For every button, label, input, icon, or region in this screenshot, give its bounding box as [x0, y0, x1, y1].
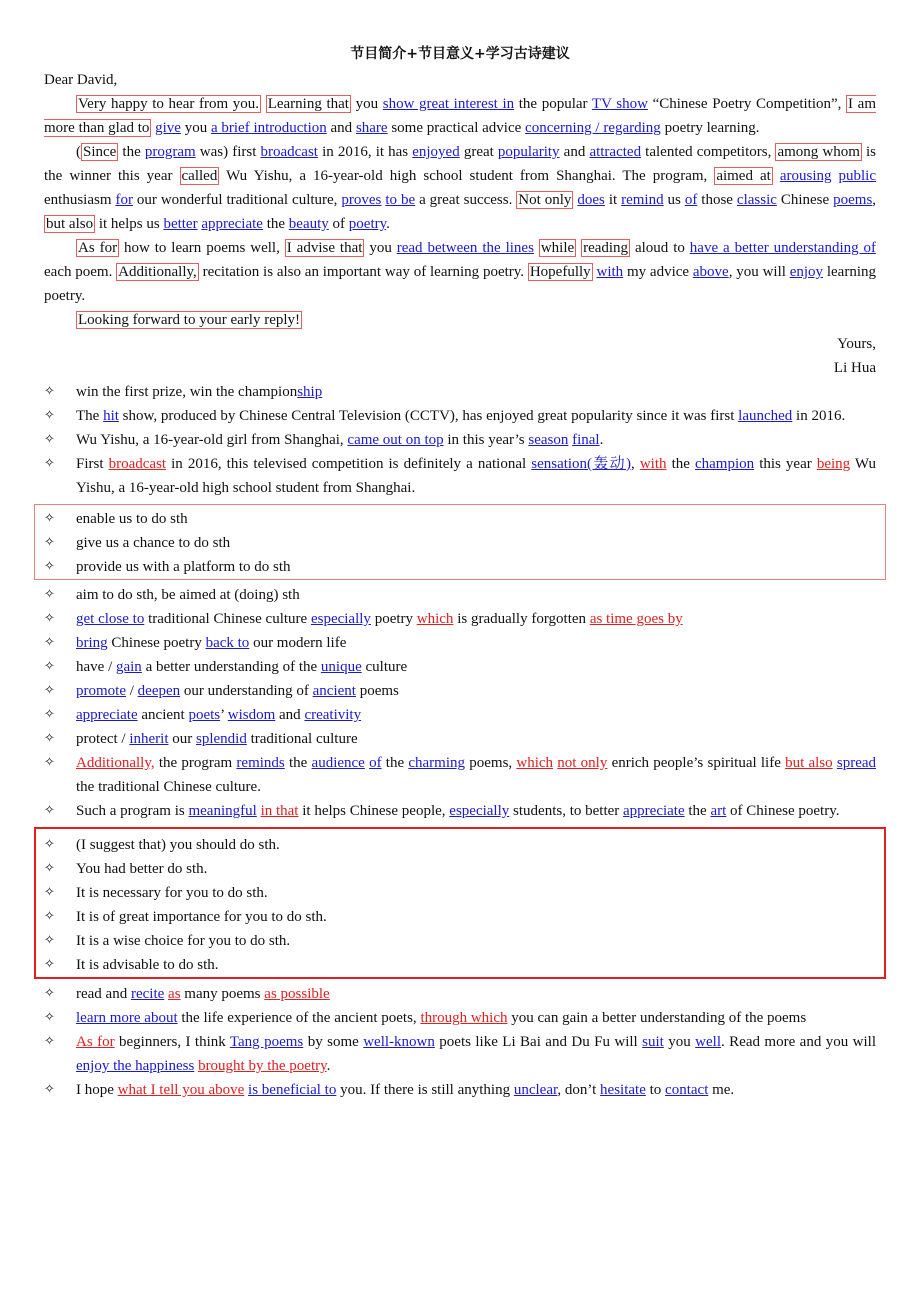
text-span: the popular — [514, 96, 592, 112]
text-span: launched — [738, 408, 793, 424]
text-span: First — [76, 456, 109, 472]
text-span: with — [639, 456, 667, 472]
text-span: Looking forward to your early reply! — [78, 312, 301, 328]
text-span: gain — [115, 659, 142, 675]
text-span: . — [599, 432, 604, 448]
text-span: among whom — [777, 144, 860, 160]
letter-paragraph-1 — [44, 92, 876, 140]
bullet-star-icon: ✧ — [44, 1082, 55, 1097]
text-span: to — [645, 1082, 666, 1098]
text-span: provide us with a platform to do sth — [76, 559, 291, 575]
bullet-star-icon: ✧ — [44, 408, 55, 423]
text-span: back to — [205, 635, 250, 651]
text-span: in this year’s — [443, 432, 529, 448]
text-span — [832, 168, 839, 184]
bullet-star-icon: ✧ — [44, 559, 55, 574]
phrase-group-suggestion — [34, 827, 886, 979]
phrase-group-opportunity — [34, 504, 886, 580]
text-span: well — [695, 1034, 721, 1050]
text-span: enable us to do sth — [76, 511, 188, 527]
document-page — [44, 40, 876, 1102]
text-span: the life experience of the ancient poets, — [177, 1010, 421, 1026]
text-span: aim to do sth, be aimed at (doing) sth — [76, 587, 300, 603]
text-span: spread — [836, 755, 877, 771]
text-span: aimed at — [716, 168, 771, 184]
list-item — [44, 1030, 876, 1078]
text-span: enjoy — [789, 264, 824, 280]
text-span: unclear — [513, 1082, 558, 1098]
text-span: broadcast — [260, 144, 318, 160]
text-span: by some — [303, 1034, 364, 1050]
bullet-star-icon: ✧ — [44, 1034, 55, 1049]
bullet-star-icon: ✧ — [44, 511, 55, 526]
text-span: It is a wise choice for you to do sth. — [76, 933, 291, 949]
text-span: concerning / regarding — [525, 120, 661, 136]
phrase-list — [44, 982, 876, 1102]
bullet-star-icon: ✧ — [44, 611, 55, 626]
text-span: you — [663, 1034, 696, 1050]
text-span: Chinese — [776, 192, 834, 208]
text-span: our understanding of — [180, 683, 313, 699]
bullet-star-icon: ✧ — [44, 659, 55, 674]
text-span: us — [663, 192, 685, 208]
text-span: which — [416, 611, 454, 627]
text-span: program — [144, 144, 196, 160]
text-span: talented competitors, — [641, 144, 776, 160]
text-span: how to learn poems well, — [119, 240, 285, 256]
text-span: but also — [46, 216, 94, 232]
text-span: our wonderful traditional culture, — [132, 192, 342, 208]
text-span: especially — [310, 611, 371, 627]
text-span: enrich people’s spiritual life — [607, 755, 786, 771]
text-span: proves — [341, 192, 382, 208]
text-span: TV show — [591, 96, 648, 112]
text-span: the traditional Chinese culture. — [76, 779, 261, 795]
text-span: As for — [76, 1034, 115, 1050]
page-title: 节目简介+节目意义+学习古诗建议 — [350, 46, 570, 62]
text-span: show, produced by Chinese Central Television (CCTV), has enjoyed great popularity since it was first — [118, 408, 739, 424]
text-span: appreciate — [76, 707, 138, 723]
text-span: of — [684, 192, 698, 208]
text-span: in 2016, this televised competition is definitely a national — [166, 456, 532, 472]
bullet-star-icon: ✧ — [44, 933, 55, 948]
text-span: champion — [694, 456, 755, 472]
text-span: , you will — [728, 264, 790, 280]
list-item — [44, 679, 876, 703]
text-span: give — [155, 120, 181, 136]
text-span: what I tell you above — [117, 1082, 245, 1098]
text-span: is beneficial to — [248, 1082, 337, 1098]
bullet-star-icon: ✧ — [44, 1010, 55, 1025]
text-span: meaningful — [188, 803, 257, 819]
text-span: audience — [311, 755, 365, 771]
text-span: contact — [665, 1082, 709, 1098]
letter-signature: Li Hua — [833, 360, 876, 376]
text-span: while — [540, 240, 575, 256]
text-span: deepen — [137, 683, 181, 699]
text-span: me. — [708, 1082, 735, 1098]
bullet-star-icon: ✧ — [44, 755, 55, 770]
text-span: culture — [361, 659, 408, 675]
text-span: the — [118, 144, 145, 160]
text-span: learning poetry. — [44, 264, 876, 304]
text-span: in 2016. — [792, 408, 846, 424]
text-span: I advise that — [286, 240, 363, 256]
text-span: Wu Yishu, a 16-year-old girl from Shanghai, — [76, 432, 348, 448]
text-span: you — [350, 96, 383, 112]
text-span: my advice — [623, 264, 693, 280]
list-item — [44, 507, 876, 531]
text-span: inherit — [129, 731, 169, 747]
text-span: our — [168, 731, 196, 747]
bullet-star-icon: ✧ — [44, 986, 55, 1001]
text-span: brought by the poetry — [198, 1058, 327, 1074]
text-span: protect / — [76, 731, 130, 747]
text-span: reading — [583, 240, 629, 256]
text-span: the — [284, 755, 312, 771]
text-span: ancient — [312, 683, 356, 699]
list-item — [44, 404, 876, 428]
bullet-star-icon: ✧ — [44, 432, 55, 447]
list-item — [44, 857, 876, 881]
text-span: each poem. — [44, 264, 117, 280]
list-item — [44, 727, 876, 751]
bullet-star-icon: ✧ — [44, 635, 55, 650]
text-span: splendid — [195, 731, 247, 747]
text-span: poems — [833, 192, 873, 208]
text-span: the program — [154, 755, 237, 771]
bullet-star-icon: ✧ — [44, 384, 55, 399]
text-span: recite — [130, 986, 165, 1002]
text-span: Wu Yishu, a 16-year-old high school student from Shanghai. — [76, 456, 876, 496]
text-span: learn more about — [76, 1010, 178, 1026]
text-span: bring — [76, 635, 108, 651]
text-span: ’ — [220, 707, 228, 723]
list-item — [44, 751, 876, 799]
text-span: read between the lines — [396, 240, 534, 256]
text-span: Such a program is — [76, 803, 189, 819]
letter-paragraph-3 — [44, 236, 876, 308]
text-span: enthusiasm — [44, 192, 116, 208]
list-item — [44, 531, 876, 555]
text-span: hesitate — [600, 1082, 646, 1098]
text-span: traditional culture — [246, 731, 358, 747]
text-span: popularity — [497, 144, 560, 160]
text-span: appreciate — [623, 803, 685, 819]
text-span: creativity — [304, 707, 362, 723]
text-span: final — [572, 432, 600, 448]
text-span: but also — [785, 755, 833, 771]
list-item — [44, 833, 876, 857]
text-span: a great success. — [415, 192, 517, 208]
text-span: attracted — [589, 144, 642, 160]
text-span: . — [326, 1058, 331, 1074]
text-span: well-known — [363, 1034, 435, 1050]
text-span: is the winner this year — [44, 144, 876, 184]
text-span: those — [697, 192, 737, 208]
text-span: poems, — [465, 755, 517, 771]
list-item — [44, 583, 876, 607]
text-span: of — [369, 755, 382, 771]
text-span: you can gain a better understanding of the poems — [507, 1010, 807, 1026]
bullet-star-icon: ✧ — [44, 731, 55, 746]
bullet-star-icon: ✧ — [44, 909, 55, 924]
text-span: reminds — [236, 755, 285, 771]
text-span: of — [328, 216, 349, 232]
text-span: recitation is also an important way of learning poetry. — [198, 264, 528, 280]
text-span: have a better understanding of — [689, 240, 877, 256]
text-span: Since — [83, 144, 117, 160]
list-item — [44, 1006, 876, 1030]
text-span: share — [355, 120, 388, 136]
list-item — [44, 607, 876, 631]
list-item — [44, 703, 876, 727]
text-span: broadcast — [108, 456, 167, 472]
text-span: the — [381, 755, 409, 771]
text-span: as possible — [264, 986, 330, 1002]
text-span: . — [386, 216, 390, 232]
text-span: poetry — [348, 216, 387, 232]
text-span: you. If there is still anything — [336, 1082, 514, 1098]
list-item — [44, 428, 876, 452]
text-span: “Chinese Poetry Competition”, — [647, 96, 847, 112]
text-span: in 2016, it has — [317, 144, 413, 160]
list-item — [44, 799, 876, 823]
list-item — [44, 1078, 876, 1102]
letter-paragraph-2 — [44, 140, 876, 236]
bullet-star-icon: ✧ — [44, 861, 55, 876]
text-span: Wu Yishu, a 16-year-old high school student from Shanghai. The program, — [219, 168, 715, 184]
phrase-list — [44, 583, 876, 823]
text-span: poems — [355, 683, 399, 699]
text-span: poets like Li Bai and Du Fu will — [434, 1034, 643, 1050]
bullet-star-icon: ✧ — [44, 683, 55, 698]
text-span: came out on top — [347, 432, 444, 448]
phrase: Learning that — [267, 96, 349, 112]
text-span: poetry — [370, 611, 417, 627]
list-item — [44, 555, 876, 579]
text-span: which — [516, 755, 554, 771]
text-span: wisdom — [227, 707, 276, 723]
text-span: traditional Chinese culture — [144, 611, 311, 627]
bullet-star-icon: ✧ — [44, 803, 55, 818]
list-item — [44, 982, 876, 1006]
text-span: The — [76, 408, 104, 424]
phrase: I am more than glad to — [44, 96, 877, 136]
text-span: and — [275, 707, 305, 723]
text-span: / — [126, 683, 138, 699]
text-span: beginners, I think — [114, 1034, 230, 1050]
text-span: suit — [642, 1034, 664, 1050]
text-span: students, to better — [509, 803, 624, 819]
text-span: enjoyed — [412, 144, 460, 160]
list-item — [44, 953, 876, 977]
text-span: ( — [76, 144, 81, 160]
phrase-list — [44, 380, 876, 500]
text-span: this year — [754, 456, 817, 472]
text-span: give us a chance to do sth — [76, 535, 231, 551]
text-span: Additionally, — [118, 264, 197, 280]
text-span: (I suggest that) you should do sth. — [76, 837, 280, 853]
text-span: through which — [420, 1010, 508, 1026]
text-span: a brief introduction — [210, 120, 327, 136]
text-span: some practical advice — [387, 120, 526, 136]
text-span: better — [163, 216, 198, 232]
bullet-star-icon: ✧ — [44, 707, 55, 722]
list-item — [44, 452, 876, 500]
text-span: classic — [736, 192, 777, 208]
text-span: great — [459, 144, 498, 160]
text-span: Additionally, — [76, 755, 155, 771]
text-span: poetry learning. — [660, 120, 760, 136]
text-span: you — [364, 240, 397, 256]
text-span: poets — [188, 707, 221, 723]
text-span: a better understanding of the — [141, 659, 321, 675]
text-span: for — [115, 192, 133, 208]
text-span: hit — [103, 408, 119, 424]
text-span: not only — [557, 755, 608, 771]
text-span: Not only — [518, 192, 572, 208]
list-item — [44, 380, 876, 404]
text-span: sensation(轰动) — [531, 456, 631, 472]
text-span: many poems — [180, 986, 265, 1002]
text-span: It is of great importance for you to do sth. — [76, 909, 327, 925]
list-item — [44, 631, 876, 655]
bullet-star-icon: ✧ — [44, 885, 55, 900]
text-span: appreciate — [201, 216, 263, 232]
text-span: ancient — [137, 707, 189, 723]
text-span: the — [684, 803, 711, 819]
text-span: the — [262, 216, 289, 232]
text-span: get close to — [76, 611, 145, 627]
text-span: with — [596, 264, 624, 280]
bullet-star-icon: ✧ — [44, 587, 55, 602]
text-span: of Chinese poetry. — [726, 803, 840, 819]
text-span: As for — [78, 240, 118, 256]
text-span: Hopefully — [529, 264, 591, 280]
text-span: and — [326, 120, 356, 136]
text-span: it — [604, 192, 622, 208]
text-span: , don’t — [557, 1082, 601, 1098]
text-span: above — [692, 264, 729, 280]
text-span: beauty — [288, 216, 329, 232]
letter-greeting: Dear David, — [44, 72, 118, 88]
bullet-star-icon: ✧ — [44, 957, 55, 972]
text-span: especially — [449, 803, 510, 819]
text-span: season — [528, 432, 569, 448]
list-item — [44, 905, 876, 929]
text-span: ship — [297, 384, 323, 400]
text-span: show great interest in — [382, 96, 515, 112]
text-span: as time goes by — [589, 611, 683, 627]
text-span: enjoy the happiness — [76, 1058, 195, 1074]
bullet-star-icon: ✧ — [44, 535, 55, 550]
text-span — [773, 168, 780, 184]
text-span: It is advisable to do sth. — [76, 957, 219, 973]
text-span: , — [872, 192, 877, 208]
text-span: being — [816, 456, 851, 472]
text-span: aloud to — [630, 240, 690, 256]
text-span: arousing — [779, 168, 832, 184]
text-span: was) first — [195, 144, 261, 160]
text-span: it helps us — [95, 216, 164, 232]
text-span: Tang poems — [229, 1034, 304, 1050]
phrase: Very happy to hear from you. — [78, 96, 260, 112]
text-span: and — [559, 144, 590, 160]
text-span: I hope — [76, 1082, 118, 1098]
text-span: does — [577, 192, 605, 208]
text-span: public — [838, 168, 877, 184]
text-span: charming — [408, 755, 466, 771]
list-item — [44, 929, 876, 953]
text-span: our modern life — [249, 635, 347, 651]
text-span: win the first prize, win the champion — [76, 384, 298, 400]
text-span: unique — [320, 659, 362, 675]
text-span: read and — [76, 986, 131, 1002]
letter-closing: Yours, — [837, 336, 876, 352]
bullet-star-icon: ✧ — [44, 837, 55, 852]
text-span: It is necessary for you to do sth. — [76, 885, 268, 901]
text-span: . Read more and you will — [721, 1034, 876, 1050]
text-span: promote — [76, 683, 126, 699]
text-span: have / — [76, 659, 116, 675]
bullet-star-icon: ✧ — [44, 456, 55, 471]
text-span: called — [181, 168, 218, 184]
text-span: you — [180, 120, 211, 136]
text-span: it helps Chinese people, — [298, 803, 450, 819]
text-span: is gradually forgotten — [453, 611, 590, 627]
list-item — [44, 881, 876, 905]
text-span: You had better do sth. — [76, 861, 208, 877]
text-span: in that — [260, 803, 299, 819]
letter-paragraph-4 — [44, 308, 876, 332]
text-span: art — [710, 803, 727, 819]
text-span: the — [666, 456, 695, 472]
list-item — [44, 655, 876, 679]
text-span: remind — [621, 192, 664, 208]
text-span: Chinese poetry — [107, 635, 206, 651]
text-span: to be — [385, 192, 416, 208]
text-span: as — [168, 986, 181, 1002]
text-span: , — [631, 456, 640, 472]
